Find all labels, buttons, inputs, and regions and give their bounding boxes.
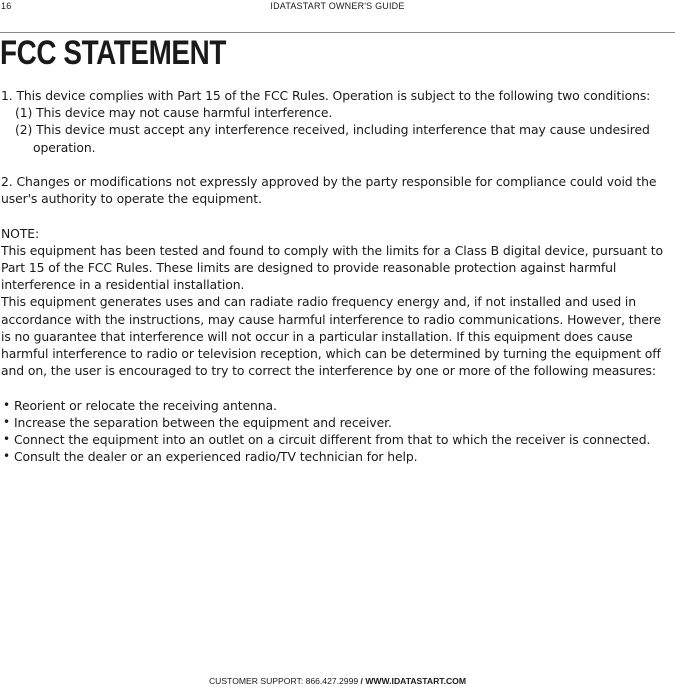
spacer	[1, 379, 673, 396]
measure-text: Increase the separation between the equipment and receiver.	[14, 414, 392, 430]
note-paragraph-2: This equipment generates uses and can radiate radio frequency energy and, if not installed and used in accordance with the instructions, may cause harmful interference to radio communications. However, there is no guarantee that interference will not occur in a particular installation. If this equipment does cause harmful interference to radio or television reception, which can be determined by turning the equipment off and on, the user is encouraged to try to correct the interference by one or more of the following measures:	[1, 294, 662, 379]
support-phone: CUSTOMER SUPPORT: 866.427.2999	[208, 676, 359, 686]
measure-text: Consult the dealer or an experienced radio/TV technician for help.	[14, 449, 418, 465]
page-title: FCC STATEMENT	[0, 34, 226, 72]
list-item	[1, 414, 673, 431]
section-1-lead: 1. This device complies with Part 15 of the FCC Rules. Operation is subject to the following two conditions:	[1, 88, 651, 103]
bullet-icon: •	[3, 432, 10, 447]
note-label: NOTE:	[1, 225, 40, 241]
page-number: 16	[1, 1, 12, 11]
condition-2: (2) This device must accept any interference received, including interference that may cause undesired operation.	[15, 122, 650, 155]
document-body	[1, 87, 673, 465]
spacer	[1, 207, 673, 224]
measures-list	[1, 397, 673, 466]
list-item	[1, 431, 673, 448]
bullet-icon: •	[3, 397, 10, 412]
list-item	[1, 448, 673, 465]
bullet-icon: •	[3, 449, 10, 464]
condition-1: (1) This device may not cause harmful interference.	[15, 105, 333, 121]
measure-text: Connect the equipment into an outlet on a circuit different from that to which the receiver is connected.	[14, 432, 651, 448]
running-title: IDATASTART OWNER'S GUIDE	[270, 0, 405, 12]
page-header	[0, 0, 675, 14]
page-footer	[0, 676, 675, 686]
spacer	[1, 156, 673, 173]
website-link[interactable]: WWW.IDATASTART.COM	[365, 676, 467, 686]
section-2: 2. Changes or modifications not expressly approved by the party responsible for compliance could void the user's authority to operate the equipment.	[1, 174, 657, 207]
note-paragraph-1: This equipment has been tested and found to comply with the limits for a Class B digital device, pursuant to Part 15 of the FCC Rules. These limits are designed to provide reasonable protection against harmful interference in a residential installation.	[1, 242, 663, 293]
measure-text: Reorient or relocate the receiving antenna.	[14, 397, 277, 413]
bullet-icon: •	[3, 414, 10, 429]
list-item	[1, 397, 673, 414]
footer-separator: /	[360, 676, 363, 686]
